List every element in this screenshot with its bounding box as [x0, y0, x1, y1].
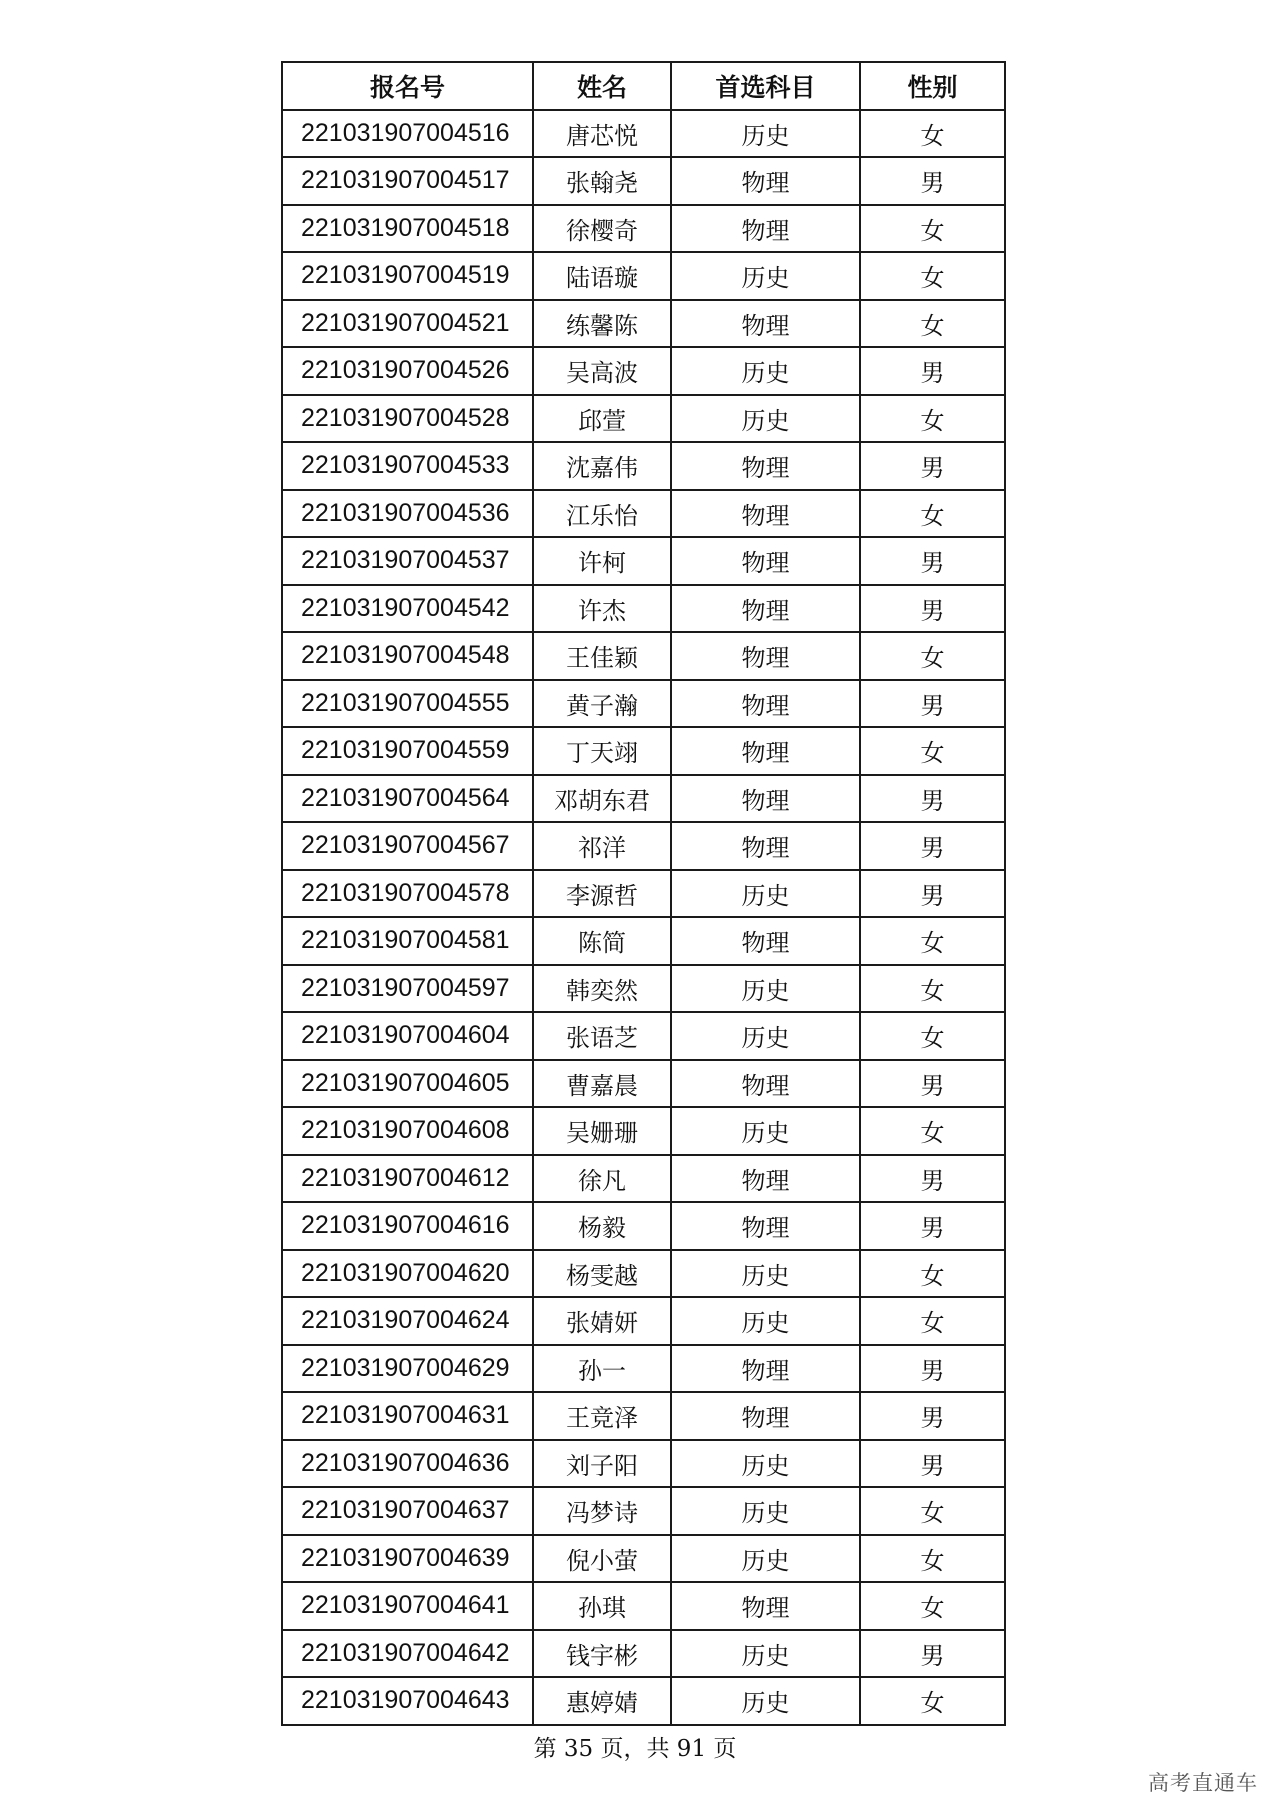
name-cell: 张婧妍	[533, 1297, 671, 1345]
registration-number-cell: 221031907004548	[282, 632, 533, 680]
registration-number-cell: 221031907004624	[282, 1297, 533, 1345]
registration-number-cell: 221031907004604	[282, 1012, 533, 1060]
gender-cell: 男	[860, 1630, 1005, 1678]
primary-subject-cell: 历史	[671, 965, 860, 1013]
registration-number-cell: 221031907004559	[282, 727, 533, 775]
primary-subject-cell: 历史	[671, 1677, 860, 1725]
registration-number-cell: 221031907004620	[282, 1250, 533, 1298]
primary-subject-cell: 物理	[671, 632, 860, 680]
primary-subject-cell: 物理	[671, 1060, 860, 1108]
registration-number-cell: 221031907004616	[282, 1202, 533, 1250]
primary-subject-cell: 物理	[671, 300, 860, 348]
table-row	[282, 1107, 1005, 1155]
primary-subject-cell: 物理	[671, 822, 860, 870]
primary-subject-cell: 物理	[671, 727, 860, 775]
primary-subject-cell: 历史	[671, 347, 860, 395]
registration-number-cell: 221031907004605	[282, 1060, 533, 1108]
table-row	[282, 300, 1005, 348]
registration-number-cell: 221031907004637	[282, 1487, 533, 1535]
table-row	[282, 110, 1005, 158]
registration-number-cell: 221031907004542	[282, 585, 533, 633]
table-row	[282, 1202, 1005, 1250]
name-cell: 倪小萤	[533, 1535, 671, 1583]
table-row	[282, 727, 1005, 775]
table-row	[282, 917, 1005, 965]
primary-subject-cell: 历史	[671, 252, 860, 300]
registration-number-cell: 221031907004564	[282, 775, 533, 823]
registration-number-cell: 221031907004518	[282, 205, 533, 253]
name-cell: 韩奕然	[533, 965, 671, 1013]
name-cell: 陆语璇	[533, 252, 671, 300]
watermark: 高考直通车	[1148, 1771, 1258, 1795]
name-cell: 杨毅	[533, 1202, 671, 1250]
gender-cell: 男	[860, 1440, 1005, 1488]
gender-cell: 男	[860, 537, 1005, 585]
header-registration-number: 报名号	[282, 62, 533, 110]
registration-number-cell: 221031907004639	[282, 1535, 533, 1583]
name-cell: 徐樱奇	[533, 205, 671, 253]
primary-subject-cell: 物理	[671, 680, 860, 728]
registration-number-cell: 221031907004643	[282, 1677, 533, 1725]
table-row	[282, 870, 1005, 918]
gender-cell: 女	[860, 490, 1005, 538]
primary-subject-cell: 历史	[671, 1297, 860, 1345]
primary-subject-cell: 历史	[671, 395, 860, 443]
gender-cell: 男	[860, 1392, 1005, 1440]
page-footer	[0, 1730, 1280, 1763]
name-cell: 吴姗珊	[533, 1107, 671, 1155]
gender-cell: 女	[860, 1107, 1005, 1155]
primary-subject-cell: 历史	[671, 1107, 860, 1155]
gender-cell: 女	[860, 727, 1005, 775]
primary-subject-cell: 物理	[671, 1345, 860, 1393]
table-row	[282, 490, 1005, 538]
name-cell: 曹嘉晨	[533, 1060, 671, 1108]
primary-subject-cell: 历史	[671, 1250, 860, 1298]
primary-subject-cell: 物理	[671, 1202, 860, 1250]
gender-cell: 男	[860, 775, 1005, 823]
name-cell: 孙一	[533, 1345, 671, 1393]
registration-number-cell: 221031907004517	[282, 157, 533, 205]
name-cell: 王佳颖	[533, 632, 671, 680]
name-cell: 陈简	[533, 917, 671, 965]
gender-cell: 女	[860, 1535, 1005, 1583]
registration-number-cell: 221031907004631	[282, 1392, 533, 1440]
primary-subject-cell: 物理	[671, 537, 860, 585]
name-cell: 丁天翊	[533, 727, 671, 775]
primary-subject-cell: 物理	[671, 157, 860, 205]
primary-subject-cell: 物理	[671, 1582, 860, 1630]
name-cell: 李源哲	[533, 870, 671, 918]
gender-cell: 男	[860, 347, 1005, 395]
gender-cell: 女	[860, 300, 1005, 348]
registration-number-cell: 221031907004528	[282, 395, 533, 443]
table-row	[282, 680, 1005, 728]
primary-subject-cell: 历史	[671, 1487, 860, 1535]
table-row	[282, 1392, 1005, 1440]
primary-subject-cell: 物理	[671, 775, 860, 823]
table-row	[282, 537, 1005, 585]
primary-subject-cell: 物理	[671, 205, 860, 253]
registration-number-cell: 221031907004636	[282, 1440, 533, 1488]
gender-cell: 男	[860, 1202, 1005, 1250]
page-number-text: 第 35 页，共 91 页	[533, 1736, 737, 1762]
primary-subject-cell: 物理	[671, 490, 860, 538]
gender-cell: 男	[860, 1060, 1005, 1108]
table-row	[282, 157, 1005, 205]
registration-number-cell: 221031907004641	[282, 1582, 533, 1630]
registration-number-cell: 221031907004612	[282, 1155, 533, 1203]
table-row	[282, 205, 1005, 253]
name-cell: 张翰尧	[533, 157, 671, 205]
gender-cell: 女	[860, 1250, 1005, 1298]
gender-cell: 女	[860, 1012, 1005, 1060]
primary-subject-cell: 历史	[671, 1630, 860, 1678]
name-cell: 孙琪	[533, 1582, 671, 1630]
registration-number-cell: 221031907004536	[282, 490, 533, 538]
name-cell: 冯梦诗	[533, 1487, 671, 1535]
name-cell: 许杰	[533, 585, 671, 633]
table-row	[282, 1582, 1005, 1630]
name-cell: 徐凡	[533, 1155, 671, 1203]
gender-cell: 女	[860, 1582, 1005, 1630]
name-cell: 吴高波	[533, 347, 671, 395]
primary-subject-cell: 物理	[671, 1392, 860, 1440]
table-row	[282, 585, 1005, 633]
name-cell: 江乐怡	[533, 490, 671, 538]
primary-subject-cell: 历史	[671, 1440, 860, 1488]
table-row	[282, 1630, 1005, 1678]
gender-cell: 女	[860, 965, 1005, 1013]
header-gender: 性别	[860, 62, 1005, 110]
name-cell: 刘子阳	[533, 1440, 671, 1488]
table-row	[282, 632, 1005, 680]
name-cell: 杨雯越	[533, 1250, 671, 1298]
table-row	[282, 965, 1005, 1013]
primary-subject-cell: 历史	[671, 870, 860, 918]
gender-cell: 男	[860, 157, 1005, 205]
registration-number-cell: 221031907004629	[282, 1345, 533, 1393]
gender-cell: 男	[860, 1345, 1005, 1393]
registration-number-cell: 221031907004567	[282, 822, 533, 870]
header-primary-subject: 首选科目	[671, 62, 860, 110]
primary-subject-cell: 物理	[671, 1155, 860, 1203]
table-body	[282, 110, 1005, 1725]
table-row	[282, 1297, 1005, 1345]
table-row	[282, 1535, 1005, 1583]
primary-subject-cell: 历史	[671, 110, 860, 158]
gender-cell: 女	[860, 1677, 1005, 1725]
gender-cell: 女	[860, 110, 1005, 158]
table-row	[282, 1012, 1005, 1060]
table-row	[282, 1487, 1005, 1535]
table-row	[282, 822, 1005, 870]
name-cell: 练馨陈	[533, 300, 671, 348]
name-cell: 邱萱	[533, 395, 671, 443]
name-cell: 王竞泽	[533, 1392, 671, 1440]
primary-subject-cell: 物理	[671, 442, 860, 490]
registration-number-cell: 221031907004526	[282, 347, 533, 395]
gender-cell: 女	[860, 632, 1005, 680]
registration-number-cell: 221031907004578	[282, 870, 533, 918]
registration-number-cell: 221031907004533	[282, 442, 533, 490]
name-cell: 邓胡东君	[533, 775, 671, 823]
registration-number-cell: 221031907004521	[282, 300, 533, 348]
name-cell: 钱宇彬	[533, 1630, 671, 1678]
table-row	[282, 1250, 1005, 1298]
gender-cell: 男	[860, 585, 1005, 633]
gender-cell: 女	[860, 1487, 1005, 1535]
registration-number-cell: 221031907004537	[282, 537, 533, 585]
table-row	[282, 1060, 1005, 1108]
primary-subject-cell: 物理	[671, 917, 860, 965]
gender-cell: 男	[860, 870, 1005, 918]
registration-number-cell: 221031907004642	[282, 1630, 533, 1678]
gender-cell: 女	[860, 917, 1005, 965]
table-row	[282, 442, 1005, 490]
gender-cell: 女	[860, 1297, 1005, 1345]
table-row	[282, 775, 1005, 823]
gender-cell: 女	[860, 205, 1005, 253]
table-row	[282, 1440, 1005, 1488]
registration-number-cell: 221031907004519	[282, 252, 533, 300]
primary-subject-cell: 物理	[671, 585, 860, 633]
name-cell: 黄子瀚	[533, 680, 671, 728]
registration-number-cell: 221031907004608	[282, 1107, 533, 1155]
registration-number-cell: 221031907004597	[282, 965, 533, 1013]
registration-number-cell: 221031907004555	[282, 680, 533, 728]
name-cell: 许柯	[533, 537, 671, 585]
name-cell: 张语芝	[533, 1012, 671, 1060]
gender-cell: 女	[860, 252, 1005, 300]
table-row	[282, 1345, 1005, 1393]
table-header-row	[282, 62, 1005, 110]
table-row	[282, 1155, 1005, 1203]
table-row	[282, 347, 1005, 395]
primary-subject-cell: 历史	[671, 1535, 860, 1583]
gender-cell: 男	[860, 442, 1005, 490]
table-row	[282, 395, 1005, 443]
table-row	[282, 252, 1005, 300]
name-cell: 惠婷婧	[533, 1677, 671, 1725]
gender-cell: 女	[860, 395, 1005, 443]
name-cell: 祁洋	[533, 822, 671, 870]
gender-cell: 男	[860, 680, 1005, 728]
gender-cell: 男	[860, 1155, 1005, 1203]
registration-number-cell: 221031907004581	[282, 917, 533, 965]
header-name: 姓名	[533, 62, 671, 110]
student-roster-table	[281, 61, 1006, 1726]
table-row	[282, 1677, 1005, 1725]
name-cell: 唐芯悦	[533, 110, 671, 158]
gender-cell: 男	[860, 822, 1005, 870]
registration-number-cell: 221031907004516	[282, 110, 533, 158]
name-cell: 沈嘉伟	[533, 442, 671, 490]
primary-subject-cell: 历史	[671, 1012, 860, 1060]
